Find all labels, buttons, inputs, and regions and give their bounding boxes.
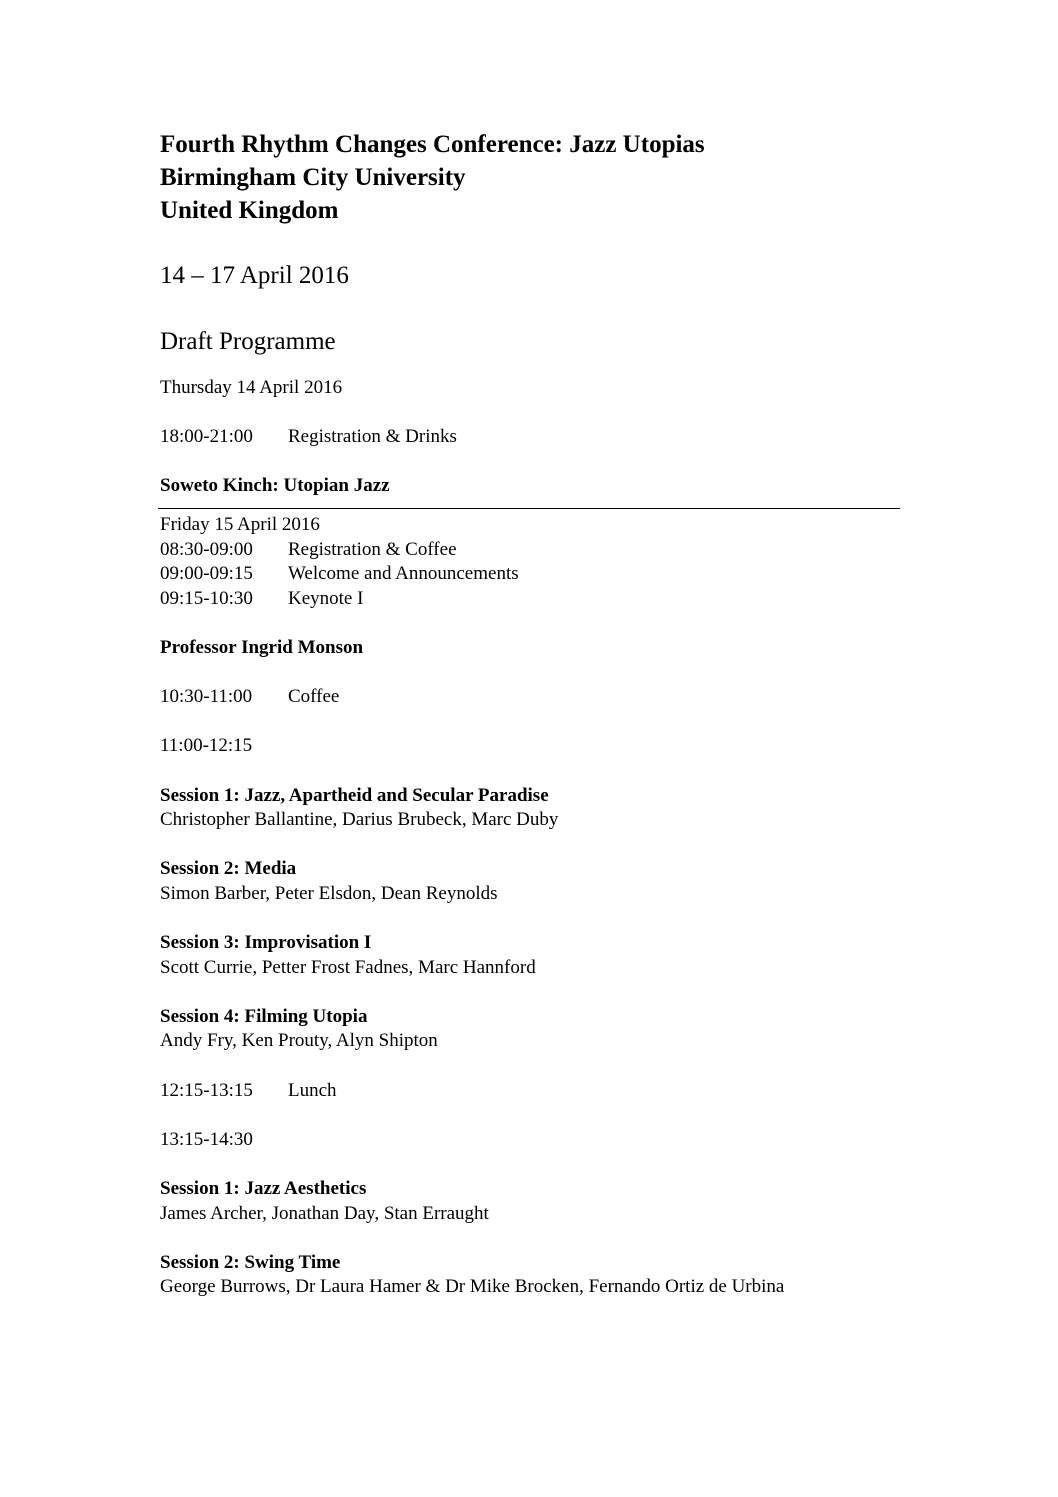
friday-schedule-row [160, 562, 920, 587]
session-title: Session 4: Filming Utopia [160, 1005, 368, 1027]
session-speakers: Andy Fry, Ken Prouty, Alyn Shipton [160, 1030, 438, 1052]
conference-title [160, 128, 920, 227]
friday-schedule-row [160, 538, 920, 563]
thursday-heading: Thursday 14 April 2016 [160, 377, 343, 398]
schedule-time: 09:15-10:30 [160, 587, 253, 609]
programme-page [160, 128, 920, 1300]
schedule-time: 12:15-13:15 [160, 1079, 253, 1101]
session-block [160, 857, 920, 906]
block-time: 13:15-14:30 [160, 1128, 253, 1150]
schedule-label: Registration & Drinks [288, 426, 457, 448]
document-subtitle: Draft Programme [160, 328, 336, 355]
session-block [160, 1005, 920, 1054]
schedule-time: 18:00-21:00 [160, 426, 253, 448]
session-title: Session 2: Swing Time [160, 1251, 341, 1273]
schedule-time: 10:30-11:00 [160, 686, 253, 708]
session-speakers: James Archer, Jonathan Day, Stan Erraught [160, 1202, 489, 1224]
session-title: Session 1: Jazz Aesthetics [160, 1178, 367, 1199]
session-title: Session 1: Jazz, Apartheid and Secular Paradise [160, 784, 549, 806]
session-speakers: Simon Barber, Peter Elsdon, Dean Reynolds [160, 882, 498, 904]
session-block [160, 1251, 920, 1300]
friday-schedule-row [160, 587, 920, 612]
coffee-row [160, 685, 920, 710]
session-speakers: Christopher Ballantine, Darius Brubeck, Marc Duby [160, 809, 559, 831]
session-title: Session 2: Media [160, 858, 297, 880]
friday-heading: Friday 15 April 2016 [160, 513, 320, 535]
session-speakers: Scott Currie, Petter Frost Fadnes, Marc Hannford [160, 956, 536, 978]
block-time: 11:00-12:15 [160, 735, 253, 757]
lunch-row [160, 1079, 920, 1104]
section-divider [158, 508, 900, 509]
schedule-label: Keynote I [288, 587, 364, 609]
title-line-2: Birmingham City University [160, 164, 466, 191]
conference-dates: 14 – 17 April 2016 [160, 262, 349, 289]
session-block [160, 931, 920, 980]
session-speakers: George Burrows, Dr Laura Hamer & Dr Mike Brocken, Fernando Ortiz de Urbina [160, 1276, 785, 1298]
session-title: Session 3: Improvisation I [160, 932, 372, 954]
session-block [160, 1177, 920, 1226]
title-line-1: Fourth Rhythm Changes Conference: Jazz Utopias [160, 131, 705, 158]
schedule-time: 08:30-09:00 [160, 538, 253, 560]
schedule-label: Coffee [288, 686, 340, 708]
schedule-label: Registration & Coffee [288, 538, 457, 560]
schedule-label: Lunch [288, 1079, 337, 1101]
thursday-registration-row [160, 425, 920, 450]
schedule-label: Welcome and Announcements [288, 563, 519, 585]
title-line-3: United Kingdom [160, 197, 339, 224]
schedule-time: 09:00-09:15 [160, 563, 253, 585]
keynote-speaker: Professor Ingrid Monson [160, 636, 364, 658]
session-block [160, 784, 920, 833]
thursday-event: Soweto Kinch: Utopian Jazz [160, 475, 390, 497]
